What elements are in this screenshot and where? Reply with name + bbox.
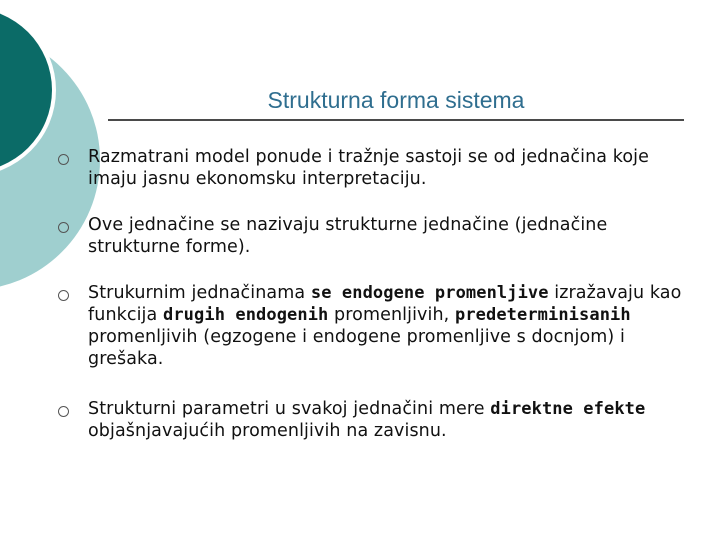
bullet-circle-icon [58,290,69,301]
text-run: objašnjavajućih promenljivih na zavisnu. [88,421,447,441]
bullet-text [88,282,696,370]
bold-phrase: direktne efekte [490,399,646,419]
text-run: Ove jednačine se nazivaju strukturne jednačine (jednačine strukturne forme). [88,215,608,257]
bullet-item [56,282,696,370]
bullet-item [56,146,696,190]
title-underline [108,119,684,121]
slide-title: Strukturna forma sistema [267,87,525,113]
bold-phrase: predeterminisanih [455,305,631,325]
text-run: Razmatrani model ponude i tražnje sastoji se od jednačina koje imaju jasnu ekonomsku interpretaciju. [88,147,650,189]
bullet-text [88,398,696,442]
bullet-circle-icon [58,406,69,417]
text-run: Strukurnim jednačinama [88,283,311,303]
bullet-text [88,214,696,258]
bullet-list [56,146,696,466]
bullet-text [88,146,696,190]
bold-phrase: drugih endogenih [163,305,329,325]
text-run: promenljivih, [328,305,455,325]
bullet-circle-icon [58,222,69,233]
bullet-circle-icon [58,154,69,165]
text-run: izražavaju kao funkcija [88,283,682,325]
bullet-item [56,398,696,442]
text-run: Strukturni parametri u svakoj jednačini mere [88,399,491,419]
text-run: promenljivih (egzogene i endogene promenljive s docnjom) i grešaka. [88,327,625,369]
bullet-item [56,214,696,258]
bold-phrase: se endogene promenljive [310,283,549,303]
